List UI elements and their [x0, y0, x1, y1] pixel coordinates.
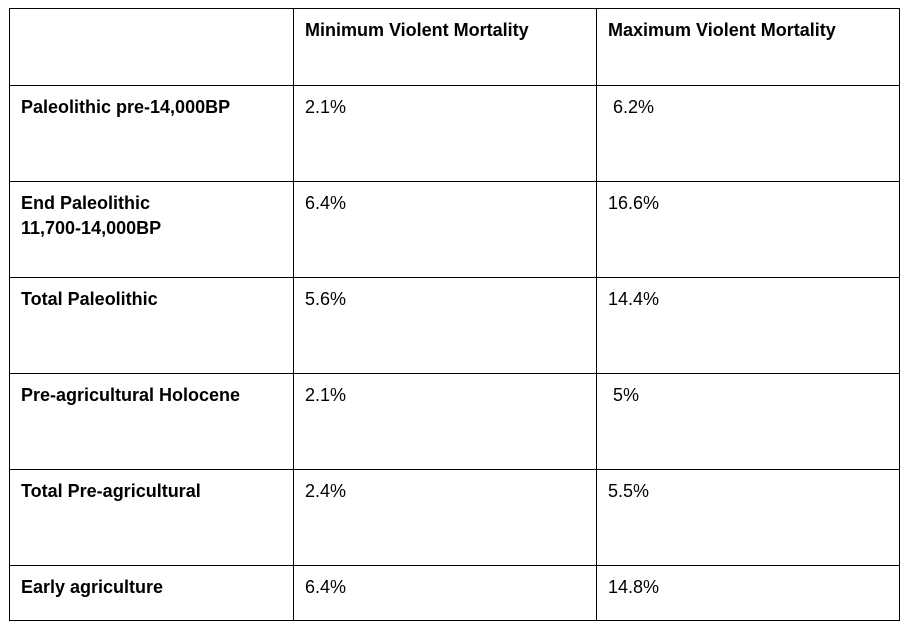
max-value-cell: 5%	[597, 374, 900, 470]
min-value-cell: 5.6%	[294, 278, 597, 374]
header-cell-minimum: Minimum Violent Mortality	[294, 9, 597, 86]
max-value-cell: 14.4%	[597, 278, 900, 374]
row-label-cell: Paleolithic pre-14,000BP	[10, 86, 294, 182]
header-cell-empty	[10, 9, 294, 86]
max-value-cell: 16.6%	[597, 182, 900, 278]
table-row	[10, 470, 900, 566]
table-row	[10, 86, 900, 182]
row-label-cell: Total Paleolithic	[10, 278, 294, 374]
table-row	[10, 182, 900, 278]
table-row	[10, 374, 900, 470]
min-value-cell: 6.4%	[294, 566, 597, 621]
max-value-cell: 5.5%	[597, 470, 900, 566]
min-value-cell: 6.4%	[294, 182, 597, 278]
row-label-cell: End Paleolithic 11,700-14,000BP	[10, 182, 294, 278]
max-value-cell: 6.2%	[597, 86, 900, 182]
violent-mortality-table	[9, 8, 900, 621]
table-row	[10, 566, 900, 621]
table-row	[10, 278, 900, 374]
header-cell-maximum: Maximum Violent Mortality	[597, 9, 900, 86]
row-label-cell: Early agriculture	[10, 566, 294, 621]
max-value-cell: 14.8%	[597, 566, 900, 621]
min-value-cell: 2.1%	[294, 86, 597, 182]
row-label-cell: Total Pre-agricultural	[10, 470, 294, 566]
min-value-cell: 2.1%	[294, 374, 597, 470]
min-value-cell: 2.4%	[294, 470, 597, 566]
row-label-cell: Pre-agricultural Holocene	[10, 374, 294, 470]
table-header-row	[10, 9, 900, 86]
